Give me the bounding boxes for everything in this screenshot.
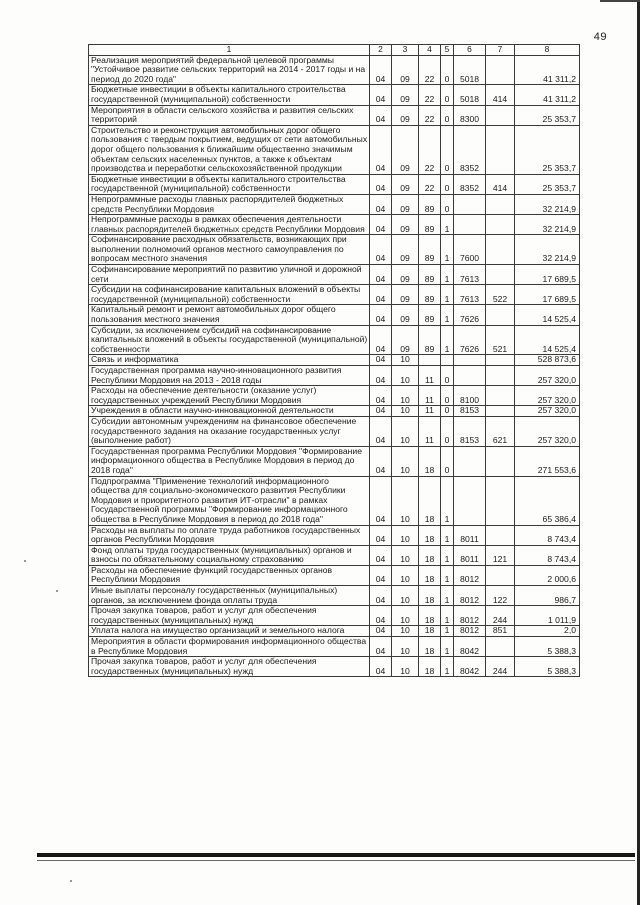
table-cell: 09	[392, 325, 419, 355]
table-cell: 89	[419, 265, 441, 285]
table-row	[89, 305, 580, 325]
table-cell: 851	[486, 626, 515, 637]
table-cell: 1	[441, 626, 454, 637]
table-cell: 04	[370, 174, 392, 194]
table-cell: 14 525,4	[515, 325, 580, 355]
table-cell: 04	[370, 626, 392, 637]
table-row	[89, 657, 580, 677]
table-cell: 2,0	[515, 626, 580, 637]
table-cell: 8352	[454, 125, 486, 174]
table-cell: 1	[441, 606, 454, 626]
table-cell: 8 743,4	[515, 545, 580, 565]
table-cell: 257 320,0	[515, 416, 580, 446]
table-cell: 18	[419, 525, 441, 545]
table-cell: 8012	[454, 565, 486, 585]
table-cell: 41 311,2	[515, 85, 580, 105]
table-cell	[454, 215, 486, 235]
table-cell: 04	[370, 355, 392, 366]
table-cell: 09	[392, 174, 419, 194]
table-cell	[486, 637, 515, 657]
column-header: 1	[89, 45, 370, 56]
table-row	[89, 55, 580, 85]
table-cell: 18	[419, 626, 441, 637]
table-cell: 18	[419, 606, 441, 626]
table-cell: 18	[419, 657, 441, 677]
table-cell: 89	[419, 285, 441, 305]
table-cell: 18	[419, 565, 441, 585]
table-cell	[419, 355, 441, 366]
table-cell: 04	[370, 416, 392, 446]
table-cell	[454, 476, 486, 525]
table-row	[89, 406, 580, 417]
table-cell: 10	[392, 446, 419, 476]
table-cell: 11	[419, 366, 441, 386]
table-cell: Бюджетные инвестиции в объекты капитального строительства государственной (муниципальной) собственности	[89, 85, 370, 105]
table-cell	[486, 476, 515, 525]
table-cell	[486, 355, 515, 366]
table-cell: 244	[486, 606, 515, 626]
table-cell: 528 873,6	[515, 355, 580, 366]
table-cell: 0	[441, 105, 454, 125]
table-cell	[454, 446, 486, 476]
table-cell: 8012	[454, 626, 486, 637]
table-cell: 8012	[454, 606, 486, 626]
table-cell: 11	[419, 386, 441, 406]
table-cell: 1	[441, 545, 454, 565]
table-cell	[486, 105, 515, 125]
table-cell: 89	[419, 235, 441, 265]
table-row	[89, 325, 580, 355]
bottom-rule	[37, 853, 635, 857]
table-row	[89, 446, 580, 476]
table-row	[89, 235, 580, 265]
table-cell: 1	[441, 586, 454, 606]
table-cell: 32 214,9	[515, 194, 580, 214]
table-cell: 04	[370, 366, 392, 386]
table-cell: 09	[392, 235, 419, 265]
table-cell: 11	[419, 416, 441, 446]
table-cell: Реализация мероприятий федеральной целевой программы "Устойчивое развитие сельских территорий на 2014 - 2017 годы и на период до 2020 года"	[89, 55, 370, 85]
table-cell: 09	[392, 305, 419, 325]
table-cell: 10	[392, 406, 419, 417]
table-cell: 8011	[454, 525, 486, 545]
table-cell: Государственная программа Республики Мордовия "Формирование информационного общества в Республике Мордовия в период до 2018 года"	[89, 446, 370, 476]
table-cell: Расходы на обеспечение функций государственных органов Республики Мордовия	[89, 565, 370, 585]
table-cell: 22	[419, 105, 441, 125]
table-row	[89, 125, 580, 174]
table-cell: 09	[392, 215, 419, 235]
table-cell: 7613	[454, 285, 486, 305]
table-cell: Государственная программа научно-инновационного развития Республики Мордовия на 2013 - 2018 годы	[89, 366, 370, 386]
table-cell: 7626	[454, 305, 486, 325]
table-cell: 10	[392, 626, 419, 637]
column-header: 2	[370, 45, 392, 56]
table-cell: 09	[392, 55, 419, 85]
table-cell: 8 743,4	[515, 525, 580, 545]
table-row	[89, 174, 580, 194]
table-cell	[486, 215, 515, 235]
table-cell: Непрограммные расходы в рамках обеспечения деятельности главных распорядителей бюджетных средств Республики Мордовия	[89, 215, 370, 235]
table-cell: Субсидии, за исключением субсидий на софинансирование капитальных вложений в объекты государственной (муниципальной) собственности	[89, 325, 370, 355]
table-cell: 7600	[454, 235, 486, 265]
table-cell: 04	[370, 446, 392, 476]
table-cell: 09	[392, 194, 419, 214]
table-cell: 10	[392, 525, 419, 545]
table-cell: Непрограммные расходы главных распорядителей бюджетных средств Республики Мордовия	[89, 194, 370, 214]
table-row	[89, 586, 580, 606]
table-cell: 04	[370, 525, 392, 545]
table-cell: 1	[441, 565, 454, 585]
table-cell: Субсидии на софинансирование капитальных вложений в объекты государственной (муниципальной) собственности	[89, 285, 370, 305]
table-cell: 11	[419, 406, 441, 417]
table-cell: 8153	[454, 406, 486, 417]
table-cell	[486, 235, 515, 265]
scan-speck	[24, 560, 26, 562]
table-cell: 25 353,7	[515, 105, 580, 125]
table-cell: Мероприятия в области формирования информационного общества в Республике Мордовия	[89, 637, 370, 657]
table-cell: 8352	[454, 174, 486, 194]
table-cell: 89	[419, 215, 441, 235]
table-cell: 7613	[454, 265, 486, 285]
table-cell: Иные выплаты персоналу государственных (муниципальных) органов, за исключением фонда оплаты труда	[89, 586, 370, 606]
column-header: 8	[515, 45, 580, 56]
table-row	[89, 637, 580, 657]
table-cell: Расходы на выплаты по оплате труда работников государственных органов Республики Мордовия	[89, 525, 370, 545]
table-cell: 89	[419, 305, 441, 325]
table-cell: 04	[370, 545, 392, 565]
table-cell: 04	[370, 55, 392, 85]
table-cell: 10	[392, 386, 419, 406]
table-cell	[454, 194, 486, 214]
table-cell: 414	[486, 174, 515, 194]
column-header: 5	[441, 45, 454, 56]
table-cell: 522	[486, 285, 515, 305]
table-cell: 22	[419, 174, 441, 194]
table-row	[89, 545, 580, 565]
table-cell: Подпрограмма "Применение технологий информационного общества для социально-экономического развития Республики Мордовия и приоритетного развития ИТ-отрасли" в рамках Государственной программы "Формирование информационного общества в Республике Мордовия в период до 2018 года"	[89, 476, 370, 525]
table-cell: 986,7	[515, 586, 580, 606]
table-cell: 1	[441, 525, 454, 545]
table-cell: 1	[441, 476, 454, 525]
table-cell: 04	[370, 85, 392, 105]
table-cell: 8011	[454, 545, 486, 565]
table-cell: 09	[392, 265, 419, 285]
table-cell: 0	[441, 386, 454, 406]
table-cell: 0	[441, 406, 454, 417]
table-cell: Связь и информатика	[89, 355, 370, 366]
table-cell: 122	[486, 586, 515, 606]
table-cell: 621	[486, 416, 515, 446]
table-cell: 65 386,4	[515, 476, 580, 525]
table-row	[89, 606, 580, 626]
table-body	[89, 55, 580, 677]
table-cell: 1	[441, 657, 454, 677]
table-cell: 41 311,2	[515, 55, 580, 85]
table-cell: 0	[441, 125, 454, 174]
table-cell: 1	[441, 215, 454, 235]
table-cell: 2 000,6	[515, 565, 580, 585]
table-cell: 8012	[454, 586, 486, 606]
table-cell: 8153	[454, 416, 486, 446]
table-cell: 04	[370, 565, 392, 585]
table-cell	[486, 386, 515, 406]
table-row	[89, 85, 580, 105]
table-cell: 17 689,5	[515, 285, 580, 305]
table-cell: Софинансирование расходных обязательств, возникающих при выполнении полномочий органов местного самоуправления по вопросам местного значения	[89, 235, 370, 265]
table-cell	[454, 355, 486, 366]
table-cell: 04	[370, 406, 392, 417]
table-cell: 04	[370, 235, 392, 265]
table-cell: 257 320,0	[515, 406, 580, 417]
table-cell	[486, 565, 515, 585]
table-cell: 04	[370, 325, 392, 355]
table-cell: 18	[419, 446, 441, 476]
table-cell: 1	[441, 637, 454, 657]
table-cell: 04	[370, 606, 392, 626]
table-cell: 18	[419, 545, 441, 565]
table-cell: 5 388,3	[515, 657, 580, 677]
table-cell: 25 353,7	[515, 174, 580, 194]
table-cell: Расходы на обеспечение деятельности (оказание услуг) государственных учреждений Республики Мордовия	[89, 386, 370, 406]
table-cell: 22	[419, 125, 441, 174]
table-cell: 04	[370, 476, 392, 525]
table-cell: 0	[441, 194, 454, 214]
table-cell: 22	[419, 55, 441, 85]
table-cell: 04	[370, 285, 392, 305]
table-cell: 0	[441, 85, 454, 105]
table-cell: 32 214,9	[515, 215, 580, 235]
table-cell: 1	[441, 285, 454, 305]
table-cell: 22	[419, 85, 441, 105]
scan-speck	[70, 880, 72, 882]
table-row	[89, 194, 580, 214]
table-cell: 1 011,9	[515, 606, 580, 626]
table-cell: 18	[419, 586, 441, 606]
table-cell: 5 388,3	[515, 637, 580, 657]
scan-speck	[56, 590, 58, 592]
table-cell: Софинансирование мероприятий по развитию уличной и дорожной сети	[89, 265, 370, 285]
table-row	[89, 626, 580, 637]
table-cell	[486, 446, 515, 476]
table-cell: 521	[486, 325, 515, 355]
table-cell	[486, 406, 515, 417]
table-cell	[486, 55, 515, 85]
table-cell	[486, 194, 515, 214]
table-cell: 04	[370, 265, 392, 285]
table-cell: Фонд оплаты труда государственных (муниципальных) органов и взносы по обязательному социальному страхованию	[89, 545, 370, 565]
table-cell: 09	[392, 105, 419, 125]
table-cell: 10	[392, 355, 419, 366]
table-cell: 5018	[454, 55, 486, 85]
table-row	[89, 416, 580, 446]
table-cell: Бюджетные инвестиции в объекты капитального строительства государственной (муниципальной) собственности	[89, 174, 370, 194]
table-cell: 8300	[454, 105, 486, 125]
column-header: 6	[454, 45, 486, 56]
scan-edge-top	[600, 0, 640, 2]
table-cell: 10	[392, 565, 419, 585]
table-cell: 32 214,9	[515, 235, 580, 265]
page-number: 49	[593, 31, 607, 43]
table-cell	[486, 265, 515, 285]
table-row	[89, 285, 580, 305]
table-cell: 04	[370, 215, 392, 235]
table-cell: 10	[392, 657, 419, 677]
table-cell: 09	[392, 125, 419, 174]
table-cell	[454, 366, 486, 386]
table-cell: 414	[486, 85, 515, 105]
table-cell: 8042	[454, 657, 486, 677]
table-cell: 1	[441, 235, 454, 265]
table-cell: 25 353,7	[515, 125, 580, 174]
table-cell	[486, 305, 515, 325]
table-cell: 1	[441, 265, 454, 285]
table-cell: 10	[392, 606, 419, 626]
table-cell	[486, 366, 515, 386]
column-header: 3	[392, 45, 419, 56]
table-row	[89, 265, 580, 285]
table-cell: 10	[392, 416, 419, 446]
table-row	[89, 565, 580, 585]
table-cell: 10	[392, 637, 419, 657]
table-cell: 10	[392, 545, 419, 565]
table-cell: 10	[392, 476, 419, 525]
table-cell: 18	[419, 476, 441, 525]
table-cell	[441, 355, 454, 366]
table-cell: Прочая закупка товаров, работ и услуг для обеспечения государственных (муниципальных) нужд	[89, 606, 370, 626]
header-row	[89, 45, 580, 56]
table-cell	[486, 125, 515, 174]
table-cell: 14 525,4	[515, 305, 580, 325]
table-cell: 04	[370, 637, 392, 657]
table-row	[89, 386, 580, 406]
table-cell: Строительство и реконструкция автомобильных дорог общего пользования с твердым покрытием, ведущих от сети автомобильных дорог общего пользования к ближайшим общественно значимым объектам сельских населенных пунктов, а также к объектам производства и переработки сельскохозяйственной продукции	[89, 125, 370, 174]
table-cell: 04	[370, 305, 392, 325]
table-cell: 0	[441, 174, 454, 194]
table-row	[89, 366, 580, 386]
table-cell: 5018	[454, 85, 486, 105]
table-cell: Субсидии автономным учреждениям на финансовое обеспечение государственного задания на оказание государственных услуг (выполнение работ)	[89, 416, 370, 446]
table-cell: 7626	[454, 325, 486, 355]
table-cell: 17 689,5	[515, 265, 580, 285]
table-cell: 257 320,0	[515, 386, 580, 406]
table-cell: 1	[441, 325, 454, 355]
table-cell: 89	[419, 194, 441, 214]
table-cell: 10	[392, 366, 419, 386]
table-cell	[486, 525, 515, 545]
table-cell: Прочая закупка товаров, работ и услуг для обеспечения государственных (муниципальных) нужд	[89, 657, 370, 677]
table-cell: 8100	[454, 386, 486, 406]
table-row	[89, 355, 580, 366]
table-cell: 0	[441, 446, 454, 476]
table-cell: 18	[419, 637, 441, 657]
table-cell: 04	[370, 657, 392, 677]
table-row	[89, 476, 580, 525]
column-header: 4	[419, 45, 441, 56]
table-cell: 121	[486, 545, 515, 565]
table-cell: 271 553,6	[515, 446, 580, 476]
table-cell: Мероприятия в области сельского хозяйства и развития сельских территорий	[89, 105, 370, 125]
table-cell: 10	[392, 586, 419, 606]
table-cell: 244	[486, 657, 515, 677]
table-cell: 1	[441, 305, 454, 325]
bottom-rule-thin	[37, 860, 635, 861]
table-row	[89, 105, 580, 125]
table-row	[89, 525, 580, 545]
table-cell: 0	[441, 416, 454, 446]
table-cell: Учреждения в области научно-инновационной деятельности	[89, 406, 370, 417]
table-cell: 0	[441, 55, 454, 85]
table-cell: 09	[392, 85, 419, 105]
table-cell: 0	[441, 366, 454, 386]
table-cell: 89	[419, 325, 441, 355]
table-cell: 04	[370, 586, 392, 606]
table-cell: 04	[370, 105, 392, 125]
table-cell: 257 320,0	[515, 366, 580, 386]
budget-table	[88, 44, 580, 677]
table-cell: 09	[392, 285, 419, 305]
table-cell: 04	[370, 125, 392, 174]
table-cell: 04	[370, 386, 392, 406]
column-header: 7	[486, 45, 515, 56]
table-cell: Капитальный ремонт и ремонт автомобильных дорог общего пользования местного значения	[89, 305, 370, 325]
table-cell: 8042	[454, 637, 486, 657]
table-row	[89, 215, 580, 235]
table-cell: 04	[370, 194, 392, 214]
table-cell: Уплата налога на имущество организаций и земельного налога	[89, 626, 370, 637]
